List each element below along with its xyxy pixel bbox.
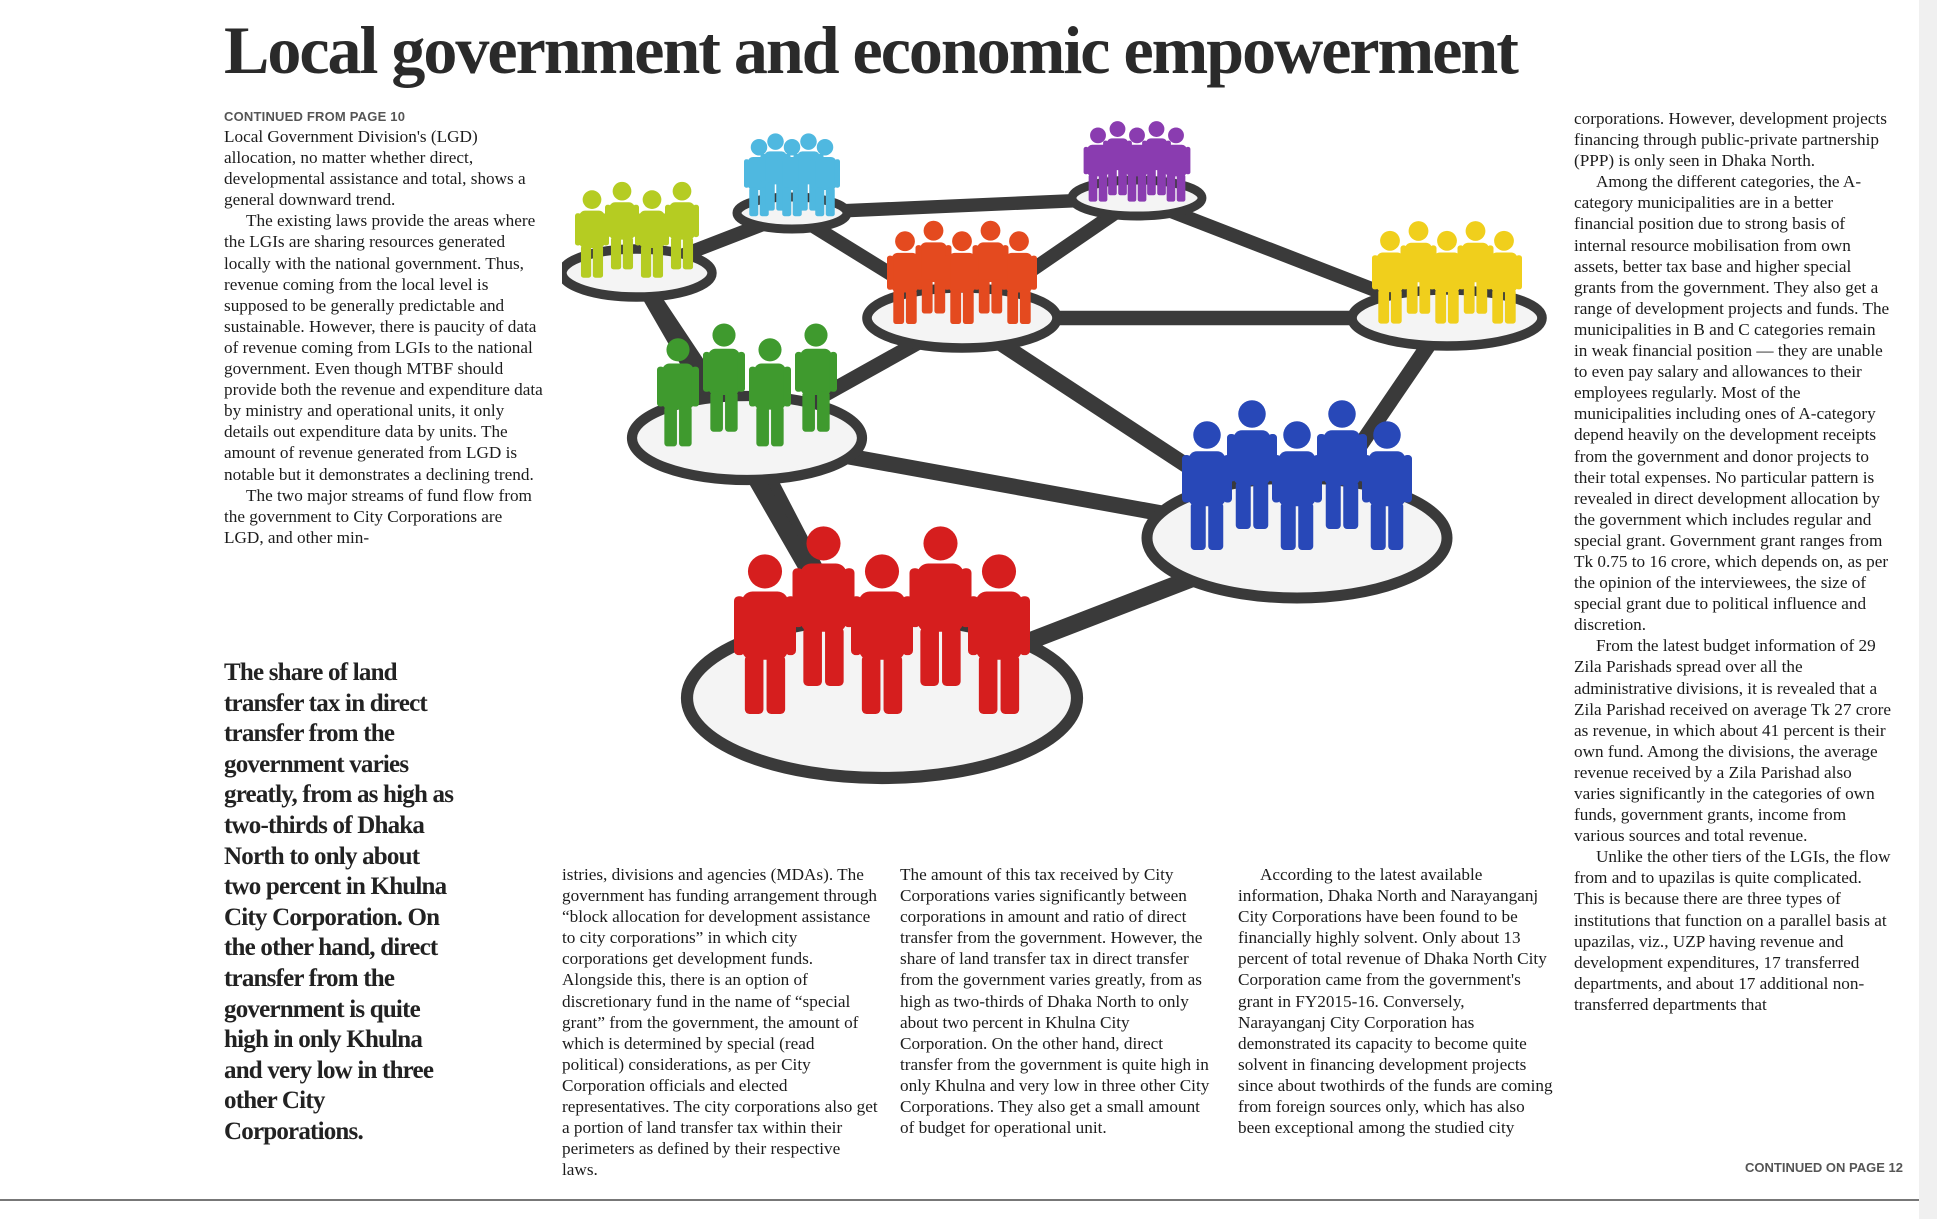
- col5-paragraph-3: From the latest budget information of 29 Zila Parishads spread over all the administrative divisions, it is revealed that a Zila Parishad received on average Tk 27 crore as revenue, in which about 41 percent is their own fund. Among the divisions, the average revenue received by a Zila Parishad also varies significantly in the categories of own funds, government grants, income from various sources and total revenue.: [1574, 636, 1892, 846]
- col5-paragraph-2: Among the different categories, the A-category municipalities are in a better financial position due to strong basis of internal resource mobilisation from own assets, better tax base and higher special grants from the government. They also get a range of development projects and funds. The municipalities in B and C categories remain in weak financial position — they are unable to even pay salary and allowances to their employees regularly. Most of the municipalities including ones of A-category depend heavily on the development receipts from the government and donor projects to their total expenses. No particular pattern is revealed in direct development allocation by the government which includes regular and special grant. Government grant ranges from Tk 0.75 to 16 crore, which depends on, as per the opinion of the interviewees, the size of special grant due to political influence and discretion.: [1574, 172, 1890, 635]
- col2-paragraph-1: istries, divisions and agencies (MDAs). The government has funding arrangement through “block allocation for development assistance to city corporations” in which city corporations get development funds. Alongside this, there is an option of discretionary fund in the name of “special grant” from the government, the amount of which is determined by special (read political) considerations, as per City Corporation officials and elected representatives. The city corporations also get a portion of land transfer tax within their perimeters as defined by their respective laws.: [562, 865, 878, 1180]
- column-5: [1574, 108, 1892, 1015]
- column-3: [900, 864, 1218, 1138]
- column-4: [1238, 864, 1556, 1138]
- continued-on: CONTINUED ON PAGE 12: [1745, 1160, 1903, 1175]
- illustration-svg: [562, 108, 1557, 848]
- column-1: [224, 108, 544, 548]
- page-edge: [1919, 0, 1937, 1219]
- continued-from: CONTINUED FROM PAGE 10: [224, 109, 406, 124]
- col3-paragraph-1: The amount of this tax received by City Corporations varies significantly between corporations in amount and ratio of direct transfer from the government. However, the share of land transfer tax in direct transfer from the government varies greatly, from as high as two-thirds of Dhaka North to only about two percent in Khulna City Corporation. On the other hand, direct transfer from the government is quite high in only Khulna and very low in three other City Corporations. They also get a small amount of budget for operational unit.: [900, 865, 1210, 1138]
- pull-quote: The share of land transfer tax in direct transfer from the government varies greatly, from as high as two-thirds of Dhaka North to only about two percent in Khulna City Corporation. On the other hand, direct transfer from the government is quite high in only Khulna and very low in three other City Corporations.: [224, 659, 454, 1145]
- network-people-illustration: [562, 108, 1557, 848]
- col1-paragraph-1: Local Government Division's (LGD) allocation, no matter whether direct, developmental assistance and total, shows a general downward trend.: [224, 127, 526, 210]
- page-bottom-rule: [0, 1199, 1937, 1201]
- col5-paragraph-4: Unlike the other tiers of the LGIs, the flow from and to upazilas is quite complicated. This is because there are three types of institutions that function on a parallel basis at upazilas, viz., UZP having revenue and development expenditures, 17 transferred departments, and about 17 additional non-transferred departments that: [1574, 847, 1891, 1014]
- column-2: [562, 864, 880, 1180]
- col1-paragraph-3: The two major streams of fund flow from the government to City Corporations are LGD, and other min-: [224, 485, 532, 547]
- headline: Local government and economic empowerment: [224, 12, 1517, 88]
- col4-paragraph-1: According to the latest available information, Dhaka North and Narayanganj City Corporations have been found to be financially highly solvent. Only about 13 percent of total revenue of Dhaka North City Corporation came from the government's grant in FY2015-16. Conversely, Narayanganj City Corporation has demonstrated its capacity to become quite solvent in financing development projects since about twothirds of the funds are coming from foreign sources only, which has also been exceptional among the studied city: [1238, 865, 1553, 1138]
- col5-paragraph-1: corporations. However, development projects financing through public-private partnership (PPP) is only seen in Dhaka North.: [1574, 109, 1887, 171]
- col1-paragraph-2: The existing laws provide the areas where the LGIs are sharing resources generated locally with the national government. Thus, revenue coming from the local level is supposed to be generally predictable and sustainable. However, there is paucity of data of revenue coming from LGIs to the national government. Even though MTBF should provide both the revenue and expenditure data by ministry and operational units, it only details out expenditure data by units. The amount of revenue generated from LGD is notable but it demonstrates a declining trend.: [224, 211, 543, 484]
